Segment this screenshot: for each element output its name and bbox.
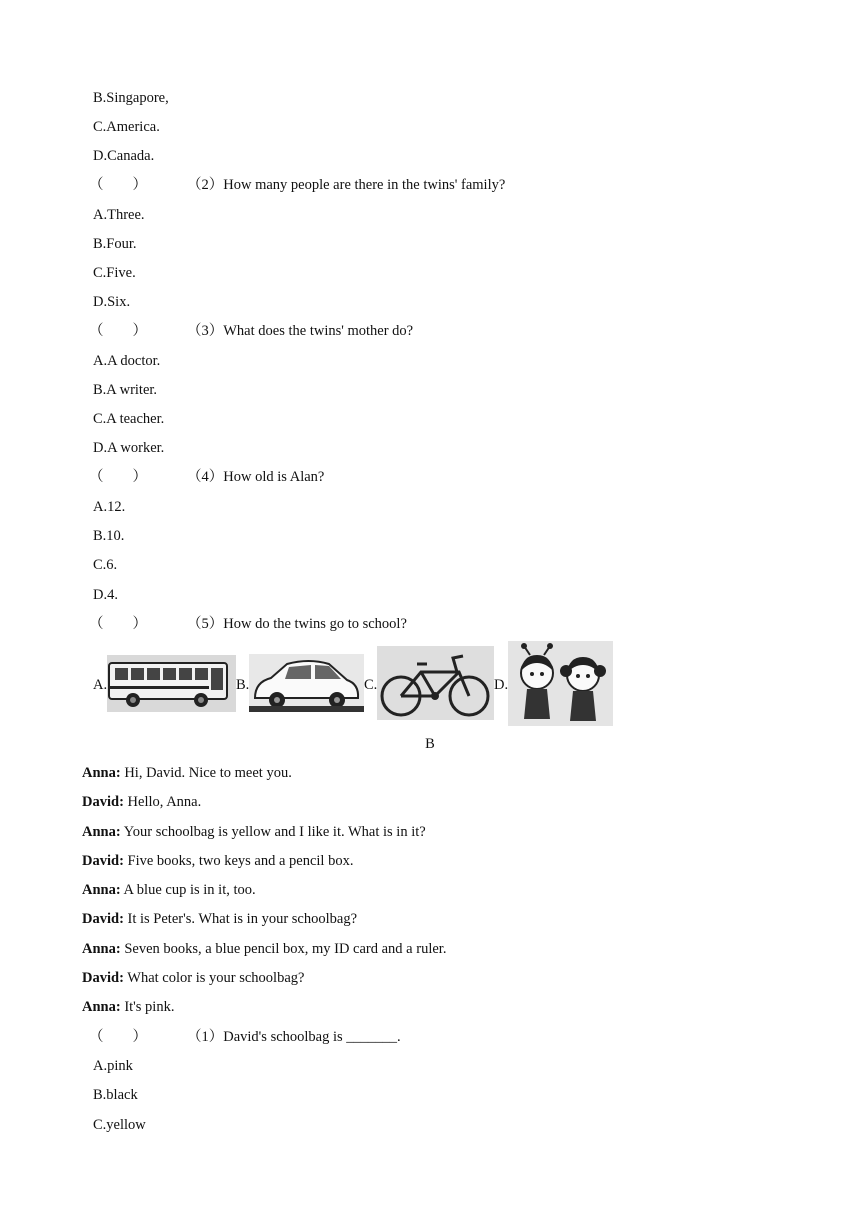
question-text: （4）How old is Alan? (187, 469, 325, 485)
option: A.A doctor. (93, 353, 161, 369)
speaker: Anna: (82, 999, 121, 1015)
answer-blank: （ ） (89, 323, 147, 339)
dialogue-text: Five books, two keys and a pencil box. (123, 853, 354, 869)
option: C.Five. (93, 265, 136, 281)
option: B.Four. (93, 236, 137, 252)
dialogue-text: A blue cup is in it, too. (120, 882, 256, 898)
section-title: B (425, 736, 435, 752)
dialogue-line (82, 881, 256, 899)
option-label: D. (494, 677, 509, 693)
option-label: C. (364, 677, 378, 693)
option: C.6. (93, 557, 118, 573)
option: C.A teacher. (93, 411, 165, 427)
option: C.yellow (93, 1117, 146, 1133)
bus-icon (107, 655, 236, 712)
option: A.12. (93, 499, 126, 515)
dialogue-line (82, 910, 357, 928)
speaker: David: (82, 853, 124, 869)
dialogue-line (82, 823, 426, 841)
question (89, 615, 407, 633)
option: B.Singapore, (93, 90, 169, 106)
question-text: （1）David's schoolbag is _______. (187, 1029, 401, 1045)
picture-options (93, 640, 633, 730)
option: D.Canada. (93, 148, 155, 164)
option-label: B. (236, 677, 250, 693)
question (89, 1028, 401, 1046)
question-text: （3）What does the twins' mother do? (187, 323, 414, 339)
question-text: （2）How many people are there in the twins' family? (187, 177, 506, 193)
option: B.A writer. (93, 382, 158, 398)
speaker: David: (82, 794, 124, 810)
option: B.10. (93, 528, 125, 544)
option-label: A. (93, 677, 108, 693)
option: C.America. (93, 119, 160, 135)
answer-blank: （ ） (89, 616, 147, 632)
dialogue-text: Hello, Anna. (123, 794, 202, 810)
speaker: David: (82, 911, 124, 927)
speaker: Anna: (82, 824, 121, 840)
dialogue-text: It is Peter's. What is in your schoolbag? (123, 911, 358, 927)
dialogue-line (82, 764, 292, 782)
option: B.black (93, 1087, 138, 1103)
speaker: Anna: (82, 765, 121, 781)
walking-children-icon (508, 641, 613, 726)
option: D.4. (93, 587, 118, 603)
dialogue-line (82, 998, 174, 1016)
dialogue-text: Seven books, a blue pencil box, my ID card and a ruler. (120, 941, 447, 957)
option: A.pink (93, 1058, 133, 1074)
dialogue-line (82, 852, 353, 870)
answer-blank: （ ） (89, 469, 147, 485)
dialogue-text: What color is your schoolbag? (123, 970, 305, 986)
speaker: Anna: (82, 882, 121, 898)
speaker: David: (82, 970, 124, 986)
question (89, 322, 413, 340)
dialogue-text: Hi, David. Nice to meet you. (120, 765, 292, 781)
answer-blank: （ ） (89, 1029, 147, 1045)
dialogue-text: Your schoolbag is yellow and I like it. What is in it? (120, 824, 426, 840)
dialogue-line (82, 793, 201, 811)
option: D.Six. (93, 294, 131, 310)
car-icon (249, 654, 364, 712)
option: D.A worker. (93, 440, 165, 456)
speaker: Anna: (82, 941, 121, 957)
question-text: （5）How do the twins go to school? (187, 616, 407, 632)
question (89, 468, 324, 486)
question (89, 176, 505, 194)
dialogue-text: It's pink. (120, 999, 175, 1015)
dialogue-line (82, 940, 446, 958)
option: A.Three. (93, 207, 145, 223)
bicycle-icon (377, 646, 494, 720)
answer-blank: （ ） (89, 177, 147, 193)
dialogue-line (82, 969, 304, 987)
